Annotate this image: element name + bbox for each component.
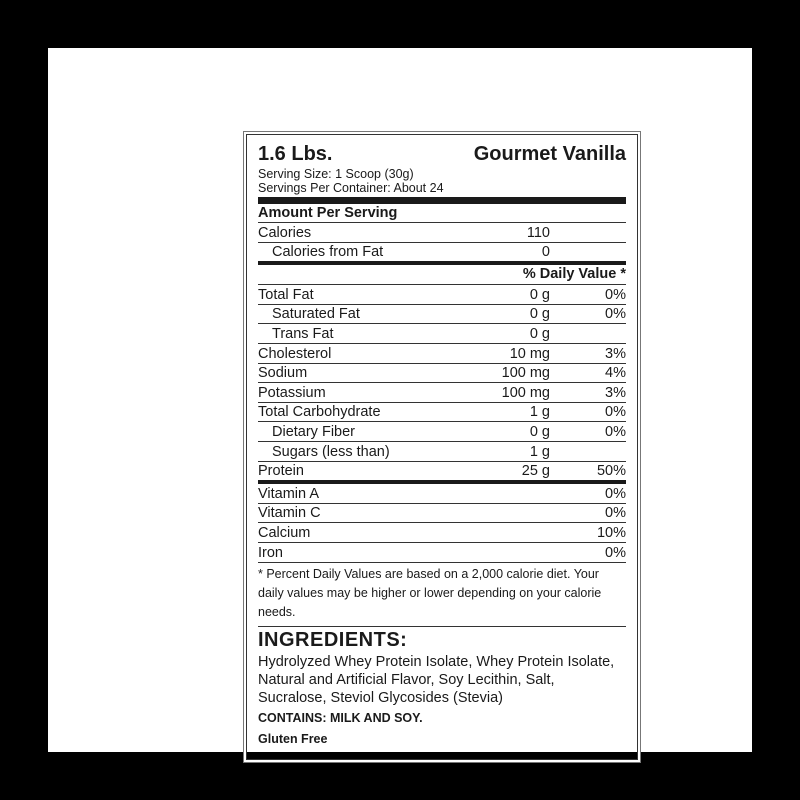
- nutrient-daily-value: 50%: [596, 463, 626, 480]
- nutrient-label: Saturated Fat: [272, 306, 360, 323]
- nutrient-row: [258, 285, 626, 305]
- nutrient-row: [258, 442, 626, 462]
- nutrient-amount: 10 mg: [509, 345, 550, 362]
- calories-row: [258, 223, 626, 243]
- vitamin-list: [258, 484, 626, 562]
- nutrient-daily-value: 4%: [605, 365, 626, 382]
- nutrient-amount: 1 g: [529, 443, 550, 460]
- vitamin-label: Vitamin A: [258, 485, 319, 502]
- vitamin-label: Vitamin C: [258, 505, 321, 522]
- vitamin-row: [258, 484, 626, 504]
- nutrient-list: [258, 285, 626, 480]
- nutrient-row: [258, 462, 626, 481]
- nutrient-row: [258, 383, 626, 403]
- ingredients-heading: INGREDIENTS:: [258, 626, 626, 651]
- nutrient-amount: 1 g: [529, 404, 550, 421]
- nutrient-label: Potassium: [258, 384, 326, 401]
- calories-from-fat-value: 0: [541, 244, 550, 261]
- calories-value: 110: [526, 224, 550, 241]
- vitamin-row: [258, 504, 626, 524]
- nutrient-amount: 0 g: [529, 423, 550, 440]
- nutrient-row: [258, 422, 626, 442]
- gluten-free-statement: Gluten Free: [258, 731, 328, 746]
- nutrition-label: [246, 134, 638, 760]
- nutrient-label: Total Fat: [258, 286, 314, 303]
- nutrient-amount: 100 mg: [501, 384, 550, 401]
- nutrient-amount: 0 g: [529, 325, 550, 342]
- nutrient-label: Sodium: [258, 365, 308, 382]
- vitamin-row: [258, 523, 626, 543]
- nutrient-row: [258, 324, 626, 344]
- nutrient-label: Total Carbohydrate: [258, 404, 381, 421]
- nutrient-row: [258, 344, 626, 364]
- vitamin-daily-value: 0%: [605, 505, 626, 522]
- nutrient-amount: 0 g: [529, 306, 550, 323]
- servings-per-container: Servings Per Container: About 24: [258, 181, 444, 195]
- vitamin-row: [258, 543, 626, 563]
- nutrient-amount: 100 mg: [501, 365, 550, 382]
- nutrient-row: [258, 364, 626, 384]
- nutrient-label: Cholesterol: [258, 345, 332, 362]
- nutrient-daily-value: 0%: [605, 306, 626, 323]
- nutrient-label: Protein: [258, 463, 304, 480]
- nutrient-label: Sugars (less than): [272, 443, 390, 460]
- nutrient-row: [258, 305, 626, 325]
- vitamin-daily-value: 0%: [605, 485, 626, 502]
- nutrient-amount: 25 g: [521, 463, 550, 480]
- divider-thick: [258, 197, 626, 204]
- nutrient-daily-value: 3%: [605, 384, 626, 401]
- daily-value-header: % Daily Value *: [258, 265, 626, 285]
- label-header: [258, 142, 626, 167]
- nutrient-label: Dietary Fiber: [272, 423, 355, 440]
- vitamin-daily-value: 0%: [605, 544, 626, 561]
- amount-per-serving: Amount Per Serving: [258, 205, 626, 223]
- calories-label: Calories: [258, 224, 312, 241]
- nutrient-daily-value: 3%: [605, 345, 626, 362]
- product-weight: 1.6 Lbs.: [258, 143, 333, 165]
- serving-size: Serving Size: 1 Scoop (30g): [258, 167, 414, 181]
- allergen-statement: CONTAINS: MILK AND SOY.: [258, 710, 423, 725]
- footnote: * Percent Daily Values are based on a 2,000 calorie diet. Your daily values may be higher or lower depending on your calorie needs.: [258, 566, 602, 619]
- nutrient-label: Trans Fat: [272, 325, 334, 342]
- product-flavor: Gourmet Vanilla: [473, 143, 626, 165]
- vitamin-daily-value: 10%: [596, 524, 626, 541]
- calories-from-fat-label: Calories from Fat: [272, 244, 384, 261]
- image-canvas: [48, 48, 752, 752]
- nutrient-daily-value: 0%: [605, 404, 626, 421]
- nutrient-amount: 0 g: [529, 286, 550, 303]
- vitamin-label: Iron: [258, 544, 283, 561]
- nutrient-row: [258, 403, 626, 423]
- nutrient-daily-value: 0%: [605, 286, 626, 303]
- calories-from-fat-row: [258, 243, 626, 262]
- vitamin-label: Calcium: [258, 524, 311, 541]
- nutrient-daily-value: 0%: [605, 423, 626, 440]
- ingredients-text: Hydrolyzed Whey Protein Isolate, Whey Protein Isolate, Natural and Artificial Flavor, Soy Lecithin, Salt, Sucralose, Steviol Glycosides (Stevia): [258, 653, 615, 706]
